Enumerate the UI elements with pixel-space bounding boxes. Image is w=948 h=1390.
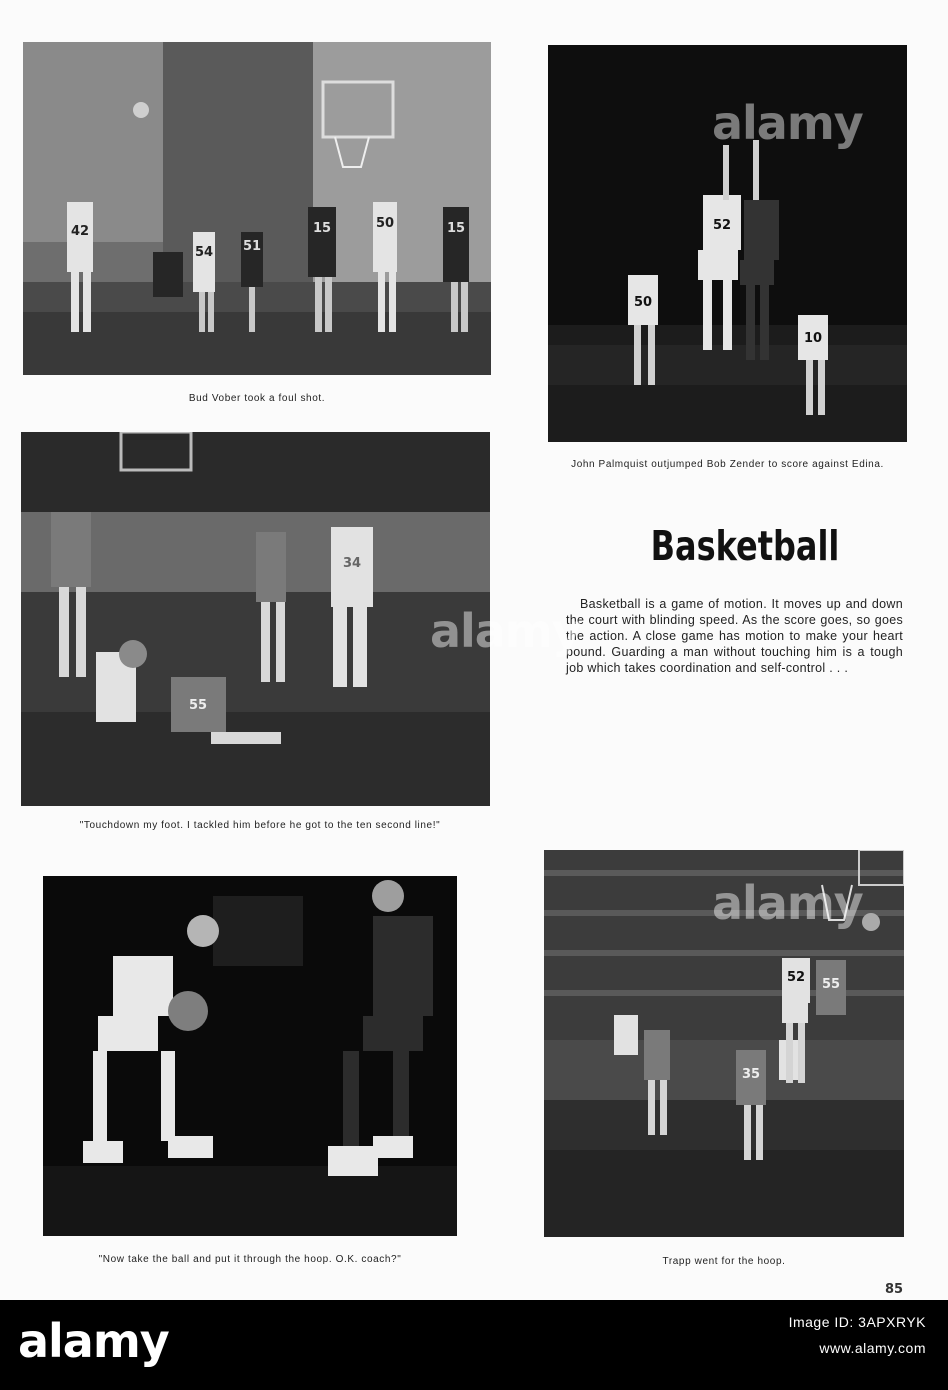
caption-tackle: "Touchdown my foot. I tackled him before he got to the ten second line!" <box>79 820 441 831</box>
watermark-middle: alamy <box>430 604 581 658</box>
jersey-number: 42 <box>70 224 90 239</box>
caption-outjumped: John Palmquist outjumped Bob Zender to score against Edina. <box>571 459 884 470</box>
page-title: Basketball <box>650 522 840 570</box>
page-number: 85 <box>885 1282 904 1297</box>
photo-tackle <box>21 432 490 806</box>
jersey-number: 52 <box>712 218 732 233</box>
jersey-number: 50 <box>375 216 395 231</box>
image-id-label: Image ID: 3APXRYK <box>788 1314 926 1330</box>
jersey-number: 50 <box>633 295 653 310</box>
stock-footer-bar <box>0 1300 948 1390</box>
body-paragraph: Basketball is a game of motion. It moves up and down the court with blinding speed. As the score goes, so goes the action. A close game has motion to make your heart pound. Guarding a man without touching him is a tough job which takes coordination and self-control . . . <box>566 597 903 675</box>
caption-hoop: Trapp went for the hoop. <box>662 1256 786 1267</box>
jersey-number: 52 <box>786 970 806 985</box>
jersey-number: 15 <box>312 221 332 236</box>
caption-coach: "Now take the ball and put it through the hoop. O.K. coach?" <box>98 1254 402 1265</box>
alamy-logo: alamy <box>18 1314 169 1368</box>
watermark-bottom: alamy <box>712 876 863 930</box>
jersey-number: 54 <box>194 245 214 260</box>
jersey-number: 15 <box>446 221 466 236</box>
site-url: www.alamy.com <box>819 1340 926 1356</box>
jersey-number: 34 <box>342 556 362 571</box>
jersey-number: 51 <box>242 239 262 254</box>
jersey-number: 10 <box>803 331 823 346</box>
jersey-number: 35 <box>741 1067 761 1082</box>
watermark-top-right: alamy <box>712 96 863 150</box>
photo-coach <box>43 876 457 1236</box>
jersey-number: 55 <box>188 698 208 713</box>
caption-foul-shot: Bud Vober took a foul shot. <box>188 393 326 404</box>
jersey-number: 55 <box>821 977 841 992</box>
photo-foul-shot <box>23 42 491 375</box>
